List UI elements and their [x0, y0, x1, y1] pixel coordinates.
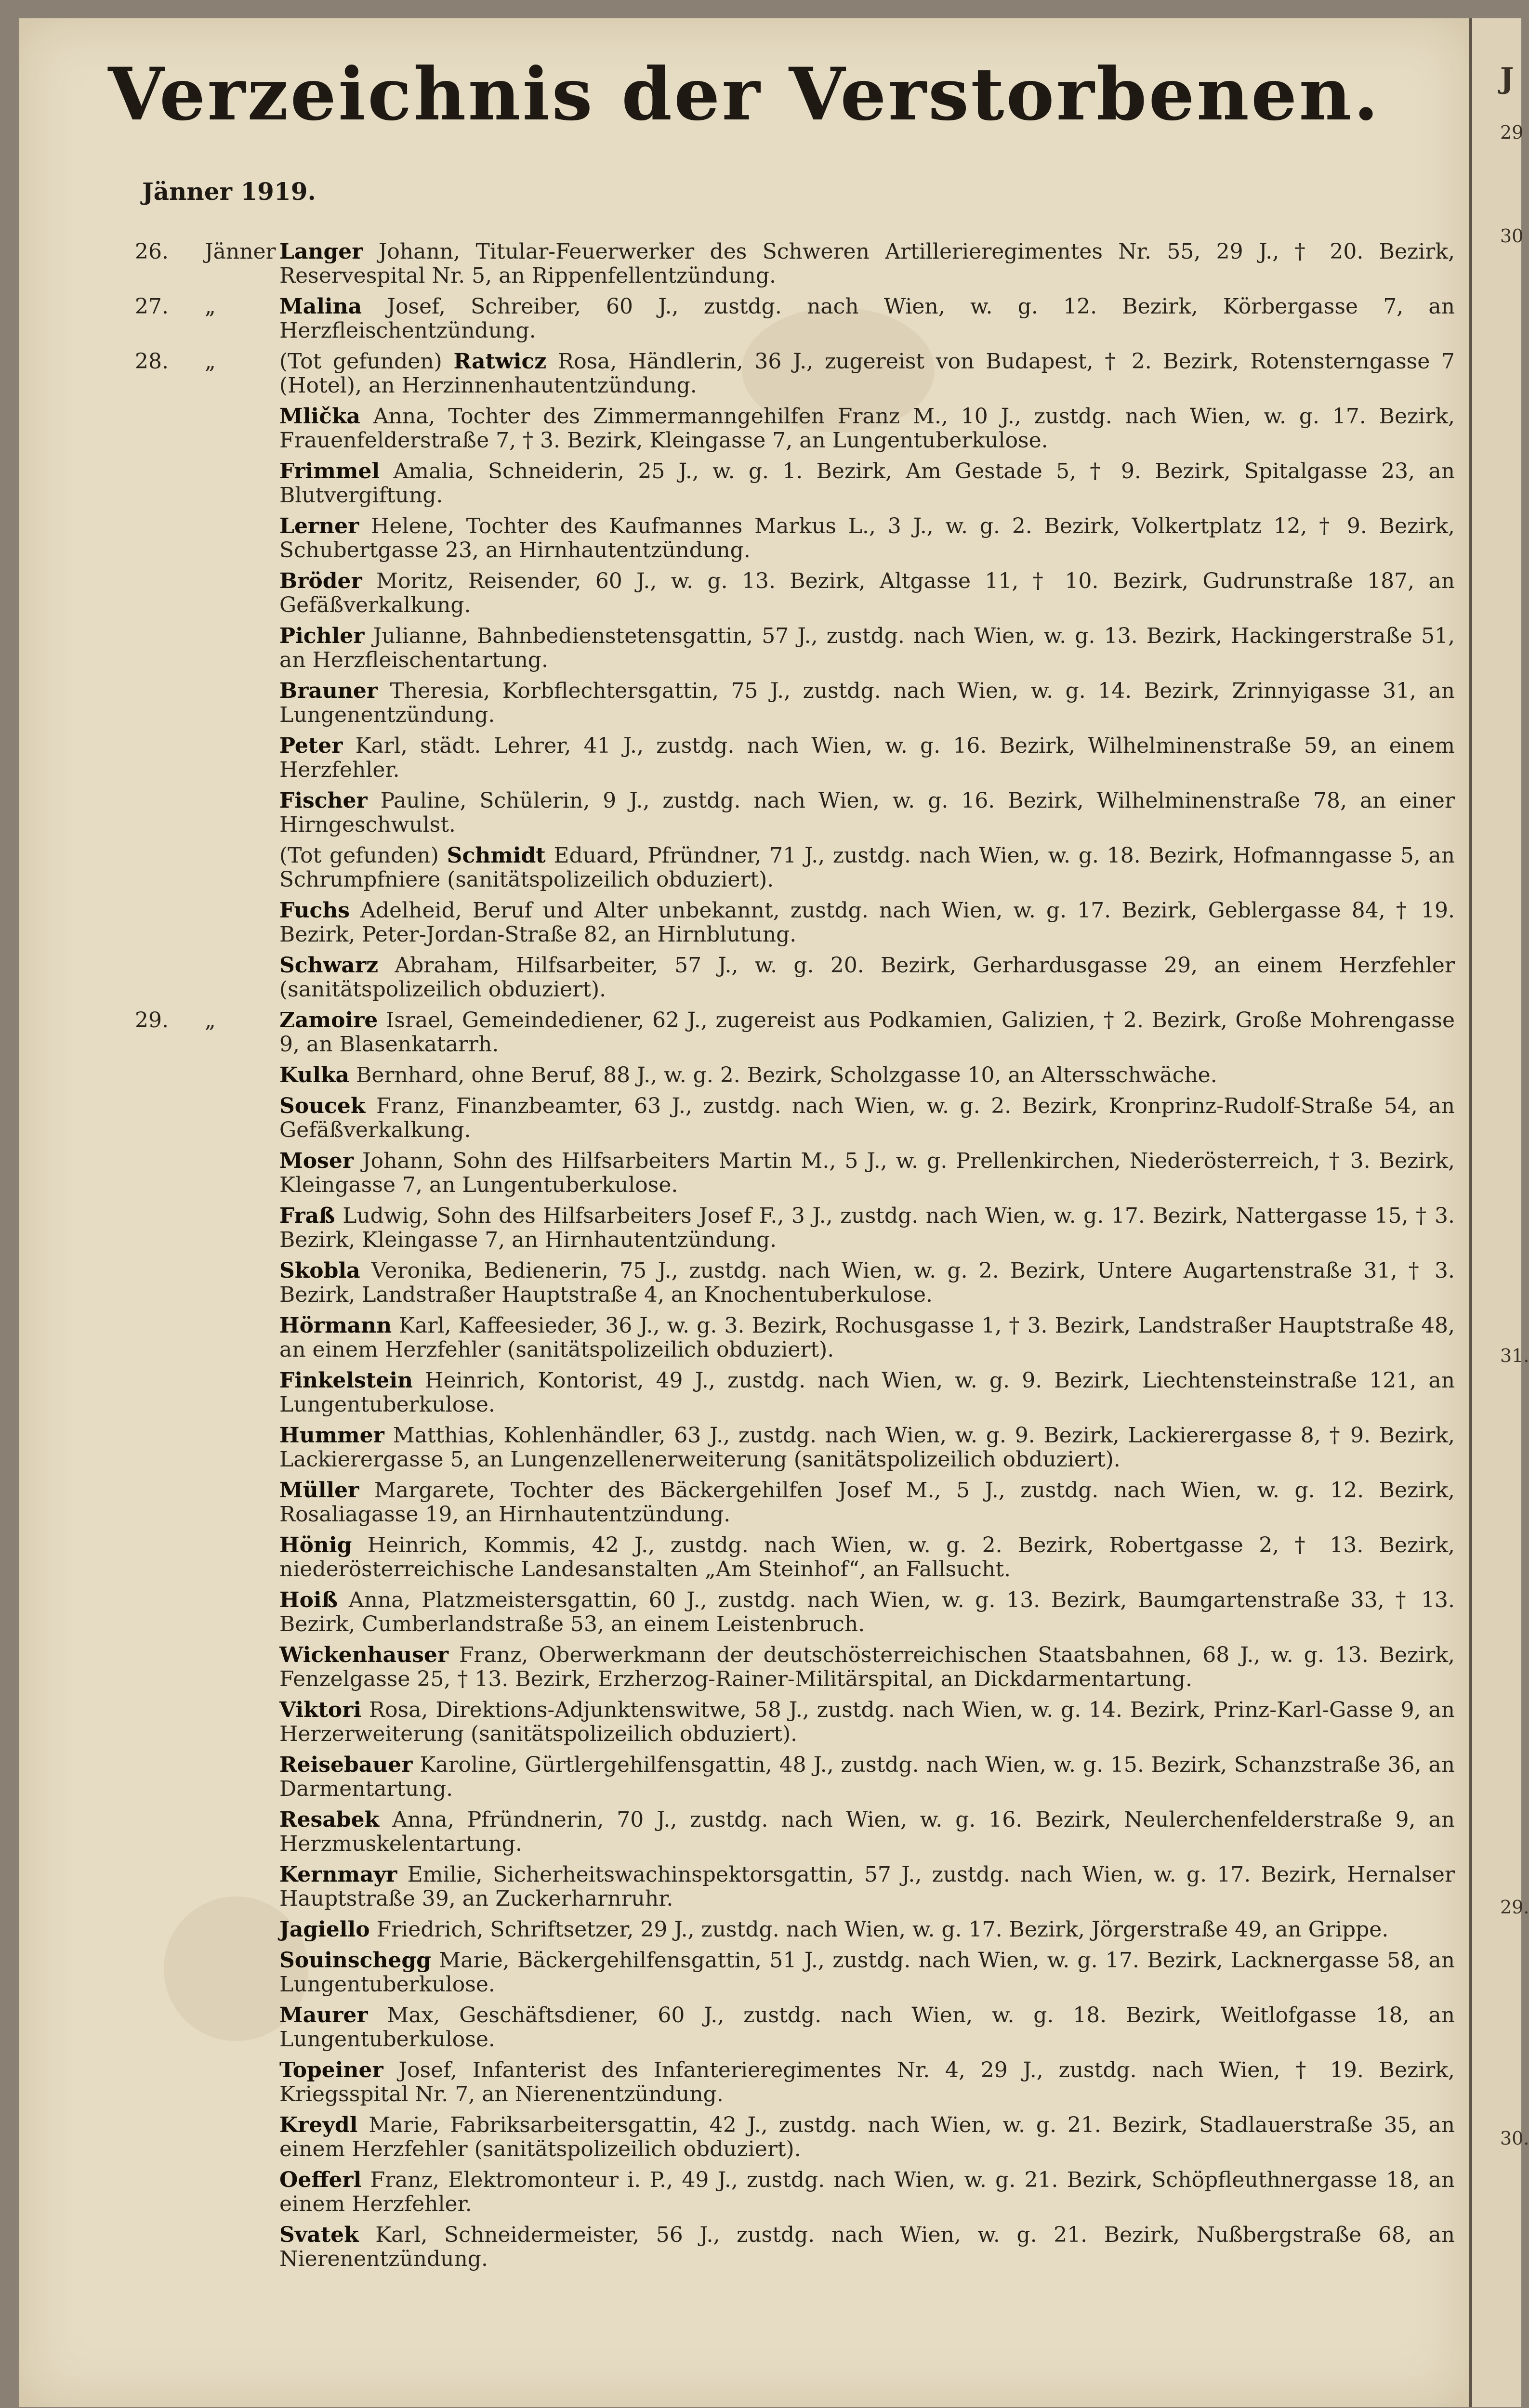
- entry-surname: Ratwicz: [453, 349, 547, 374]
- entry-details: Anna, Pfründnerin, 70 J., zustdg. nach Wien, w. g. 16. Bezirk, Neulerchenfelderstraße 9, an Herzmuskelentartung.: [279, 1807, 1455, 1856]
- entry-details: Rosa, Händlerin, 36 J., zugereist von Budapest, † 2. Bezirk, Rotensterngasse 7 (Hotel), an Herzinnenhautentzündung.: [279, 349, 1455, 398]
- adjacent-page-fragment: 31.: [1500, 1345, 1529, 1366]
- entry-details: Josef, Schreiber, 60 J., zustdg. nach Wien, w. g. 12. Bezirk, Körbergasse 7, an Herzfleischentzündung.: [279, 294, 1455, 343]
- entry-surname: Resabek: [279, 1807, 380, 1832]
- entry-surname: Finkelstein: [279, 1368, 413, 1393]
- entry-surname: Fraß: [279, 1204, 335, 1228]
- entry-text: [279, 844, 1455, 892]
- entry-surname: Maurer: [279, 2003, 368, 2028]
- entry-details: Rosa, Direktions-Adjunktenswitwe, 58 J., zustdg. nach Wien, w. g. 14. Bezirk, Prinz-Karl-Gasse 9, an Herzerweiterung (sanitätspolizeilich obduziert).: [279, 1698, 1455, 1746]
- death-entry: [19, 350, 1469, 398]
- death-entry: [19, 1698, 1469, 1746]
- adjacent-page-fragment: 30: [1500, 225, 1524, 247]
- entry-surname: Viktori: [279, 1698, 362, 1722]
- death-entry: [19, 2113, 1469, 2161]
- death-entry: [19, 2003, 1469, 2052]
- death-entry: [19, 1204, 1469, 1252]
- death-entry: [19, 1094, 1469, 1142]
- death-entry: [19, 295, 1469, 343]
- entry-day: 26.: [135, 239, 169, 264]
- entry-details: Eduard, Pfründner, 71 J., zustdg. nach Wien, w. g. 18. Bezirk, Hofmanngasse 5, an Schrumpfniere (sanitätspolizeilich obduziert).: [279, 843, 1455, 892]
- entry-text: [279, 350, 1455, 398]
- entry-text: [279, 1753, 1455, 1801]
- entry-surname: Lerner: [279, 514, 359, 538]
- entry-surname: Müller: [279, 1478, 359, 1503]
- entry-text: [279, 1063, 1455, 1087]
- entry-surname: Oefferl: [279, 2168, 362, 2192]
- entry-text: [279, 1479, 1455, 1527]
- death-entry: [19, 514, 1469, 563]
- death-entry: [19, 569, 1469, 617]
- death-register-list: [19, 240, 1469, 2278]
- entry-text: [279, 1643, 1455, 1691]
- entry-details: Marie, Fabriksarbeitersgattin, 42 J., zustdg. nach Wien, w. g. 21. Bezirk, Stadlauerstraße 35, an einem Herzfehler (sanitätspolizeilich obduziert).: [279, 2113, 1455, 2161]
- entry-text: [279, 679, 1455, 727]
- entry-details: Bernhard, ohne Beruf, 88 J., w. g. 2. Bezirk, Scholzgasse 10, an Altersschwäche.: [356, 1063, 1217, 1087]
- entry-surname: Brauner: [279, 679, 378, 703]
- entry-details: Karoline, Gürtlergehilfensgattin, 48 J., zustdg. nach Wien, w. g. 15. Bezirk, Schanzstraße 36, an Darmentartung.: [279, 1753, 1455, 1801]
- entry-surname: Fuchs: [279, 898, 350, 923]
- entry-text: [279, 734, 1455, 782]
- entry-details: Josef, Infanterist des Infanterieregimentes Nr. 4, 29 J., zustdg. nach Wien, † 19. Bezirk, Kriegsspital Nr. 7, an Nierenentzündung.: [279, 2058, 1455, 2107]
- entry-text: [279, 459, 1455, 508]
- entry-surname: Topeiner: [279, 2058, 383, 2082]
- entry-details: Theresia, Korbflechtersgattin, 75 J., zustdg. nach Wien, w. g. 14. Bezirk, Zrinnyigasse 31, an Lungenentzündung.: [279, 679, 1455, 727]
- death-entry: [19, 1863, 1469, 1911]
- entry-text: [279, 954, 1455, 1002]
- entry-text: [279, 1424, 1455, 1472]
- entry-details: Pauline, Schülerin, 9 J., zustdg. nach Wien, w. g. 16. Bezirk, Wilhelminenstraße 78, an einer Hirngeschwulst.: [279, 788, 1455, 837]
- entry-surname: Jagiello: [279, 1917, 370, 1942]
- entry-text: [279, 2113, 1455, 2161]
- death-entry: [19, 240, 1469, 288]
- adjacent-page-fragment: 30.: [1500, 2128, 1529, 2149]
- death-entry: [19, 1063, 1469, 1087]
- entry-note: (Tot gefunden): [279, 843, 439, 868]
- entry-details: Heinrich, Kontorist, 49 J., zustdg. nach Wien, w. g. 9. Bezirk, Liechtensteinstraße 121, an Lungentuberkulose.: [279, 1368, 1455, 1417]
- entry-surname: Moser: [279, 1149, 354, 1173]
- entry-details: Johann, Titular-Feuerwerker des Schweren Artillerieregimentes Nr. 55, 29 J., † 20. Bezirk, Reservespital Nr. 5, an Rippenfellentzündung.: [279, 239, 1455, 288]
- death-entry: [19, 1259, 1469, 1307]
- death-entry: [19, 844, 1469, 892]
- entry-month: „: [205, 1008, 216, 1033]
- entry-surname: Mlička: [279, 404, 360, 429]
- death-entry: [19, 899, 1469, 947]
- entry-details: Abraham, Hilfsarbeiter, 57 J., w. g. 20. Bezirk, Gerhardusgasse 29, an einem Herzfehler (sanitätspolizeilich obduziert).: [279, 953, 1455, 1002]
- death-entry: [19, 1424, 1469, 1472]
- entry-surname: Kulka: [279, 1063, 349, 1087]
- entry-surname: Wickenhauser: [279, 1643, 449, 1667]
- entry-details: Margarete, Tochter des Bäckergehilfen Josef M., 5 J., zustdg. nach Wien, w. g. 12. Bezirk, Rosaliagasse 19, an Hirnhautentzündung.: [279, 1478, 1455, 1527]
- death-entry: [19, 1008, 1469, 1057]
- death-entry: [19, 1588, 1469, 1636]
- entry-surname: Peter: [279, 733, 343, 758]
- entry-text: [279, 2223, 1455, 2271]
- entry-text: [279, 1949, 1455, 1997]
- entry-text: [279, 2003, 1455, 2052]
- entry-surname: Kreydl: [279, 2113, 358, 2137]
- death-entry: [19, 1314, 1469, 1362]
- entry-surname: Skobla: [279, 1258, 360, 1283]
- entry-text: [279, 1588, 1455, 1636]
- death-entry: [19, 1369, 1469, 1417]
- entry-text: [279, 2168, 1455, 2216]
- entry-day: 29.: [135, 1008, 169, 1033]
- entry-surname: Hörmann: [279, 1313, 392, 1338]
- entry-text: [279, 1808, 1455, 1856]
- entry-details: Johann, Sohn des Hilfsarbeiters Martin M., 5 J., w. g. Prellenkirchen, Niederösterreich, † 3. Bezirk, Kleingasse 7, an Lungentuberkulose.: [279, 1149, 1455, 1197]
- entry-details: Ludwig, Sohn des Hilfsarbeiters Josef F., 3 J., zustdg. nach Wien, w. g. 17. Bezirk, Nattergasse 15, † 3. Bezirk, Kleingasse 7, an Hirnhautentzündung.: [279, 1204, 1455, 1252]
- entry-details: Heinrich, Kommis, 42 J., zustdg. nach Wien, w. g. 2. Bezirk, Robertgasse 2, † 13. Bezirk, niederösterreichische Landesanstalten „Am Steinhof“, an Fallsucht.: [279, 1533, 1455, 1582]
- entry-surname: Hoiß: [279, 1588, 338, 1612]
- entry-surname: Pichler: [279, 624, 365, 648]
- page-title: Verzeichnis der Verstorbenen.: [108, 52, 1381, 137]
- entry-details: Israel, Gemeindediener, 62 J., zugereist aus Podkamien, Galizien, † 2. Bezirk, Große Mohrengasse 9, an Blasenkatarrh.: [279, 1008, 1455, 1057]
- entry-text: [279, 1918, 1455, 1942]
- entry-surname: Fischer: [279, 788, 368, 813]
- adjacent-page-edge: [1469, 18, 1529, 2407]
- entry-details: Karl, Kaffeesieder, 36 J., w. g. 3. Bezirk, Rochusgasse 1, † 3. Bezirk, Landstraßer Hauptstraße 48, an einem Herzfehler (sanitätspolizeilich obduziert).: [279, 1313, 1455, 1362]
- entry-surname: Langer: [279, 239, 363, 264]
- death-entry: [19, 1949, 1469, 1997]
- entry-text: [279, 295, 1455, 343]
- entry-surname: Hönig: [279, 1533, 352, 1557]
- death-entry: [19, 789, 1469, 837]
- entry-month: „: [205, 294, 216, 319]
- entry-text: [279, 789, 1455, 837]
- entry-surname: Soucek: [279, 1094, 366, 1118]
- entry-details: Moritz, Reisender, 60 J., w. g. 13. Bezirk, Altgasse 11, † 10. Bezirk, Gudrunstraße 187, an Gefäßverkalkung.: [279, 569, 1455, 617]
- entry-details: Franz, Finanzbeamter, 63 J., zustdg. nach Wien, w. g. 2. Bezirk, Kronprinz-Rudolf-Straße 54, an Gefäßverkalkung.: [279, 1094, 1455, 1142]
- entry-details: Helene, Tochter des Kaufmannes Markus L., 3 J., w. g. 2. Bezirk, Volkertplatz 12, † 9. Bezirk, Schubertgasse 23, an Hirnhautentzündung.: [279, 514, 1455, 563]
- entry-details: Matthias, Kohlenhändler, 63 J., zustdg. nach Wien, w. g. 9. Bezirk, Lackierergasse 8, † 9. Bezirk, Lackierergasse 5, an Lungenzellenerweiterung (sanitätspolizeilich obduziert).: [279, 1423, 1455, 1472]
- entry-surname: Schmidt: [447, 843, 546, 868]
- entry-surname: Souinschegg: [279, 1948, 431, 1973]
- death-entry: [19, 1808, 1469, 1856]
- death-entry: [19, 1479, 1469, 1527]
- entry-details: Emilie, Sicherheitswachinspektorsgattin, 57 J., zustdg. nach Wien, w. g. 17. Bezirk, Hernalser Hauptstraße 39, an Zuckerharnruhr.: [279, 1862, 1455, 1911]
- entry-surname: Zamoire: [279, 1008, 378, 1033]
- document-page: [19, 18, 1469, 2407]
- entry-surname: Reisebauer: [279, 1753, 413, 1777]
- entry-text: [279, 1369, 1455, 1417]
- entry-details: Max, Geschäftsdiener, 60 J., zustdg. nach Wien, w. g. 18. Bezirk, Weitlofgasse 18, an Lungentuberkulose.: [279, 2003, 1455, 2052]
- entry-text: [279, 1149, 1455, 1197]
- entry-details: Franz, Oberwerkmann der deutschösterreichischen Staatsbahnen, 68 J., w. g. 13. Bezirk, Fenzelgasse 25, † 13. Bezirk, Erzherzog-Rainer-Militärspital, an Dickdarmentartung.: [279, 1643, 1455, 1691]
- entry-surname: Malina: [279, 294, 362, 319]
- entry-details: Marie, Bäckergehilfensgattin, 51 J., zustdg. nach Wien, w. g. 17. Bezirk, Lacknergasse 58, an Lungentuberkulose.: [279, 1948, 1455, 1997]
- entry-text: [279, 1863, 1455, 1911]
- entry-text: [279, 2058, 1455, 2107]
- entry-details: Anna, Tochter des Zimmermanngehilfen Franz M., 10 J., zustdg. nach Wien, w. g. 17. Bezirk, Frauenfelderstraße 7, † 3. Bezirk, Kleingasse 7, an Lungentuberkulose.: [279, 404, 1455, 453]
- death-entry: [19, 1149, 1469, 1197]
- death-entry: [19, 954, 1469, 1002]
- entry-note: (Tot gefunden): [279, 349, 442, 374]
- entry-month: Jänner: [205, 239, 276, 264]
- death-entry: [19, 2058, 1469, 2107]
- death-entry: [19, 405, 1469, 453]
- death-entry: [19, 624, 1469, 672]
- adjacent-page-fragment: J: [1500, 62, 1514, 95]
- death-entry: [19, 1643, 1469, 1691]
- entry-text: [279, 1008, 1455, 1057]
- entry-surname: Svatek: [279, 2223, 359, 2247]
- death-entry: [19, 1918, 1469, 1942]
- entry-surname: Frimmel: [279, 459, 380, 484]
- adjacent-page-fragment: 29.: [1500, 1897, 1529, 1918]
- entry-day: 28.: [135, 349, 169, 374]
- entry-details: Amalia, Schneiderin, 25 J., w. g. 1. Bezirk, Am Gestade 5, † 9. Bezirk, Spitalgasse 23, an Blutvergiftung.: [279, 459, 1455, 508]
- entry-text: [279, 899, 1455, 947]
- entry-details: Veronika, Bedienerin, 75 J., zustdg. nach Wien, w. g. 2. Bezirk, Untere Augartenstraße 31, † 3. Bezirk, Landstraßer Hauptstraße 4, an Knochentuberkulose.: [279, 1258, 1455, 1307]
- entry-text: [279, 1533, 1455, 1582]
- entry-details: Franz, Elektromonteur i. P., 49 J., zustdg. nach Wien, w. g. 21. Bezirk, Schöpfleuthnergasse 18, an einem Herzfehler.: [279, 2168, 1455, 2216]
- entry-details: Julianne, Bahnbedienstetensgattin, 57 J., zustdg. nach Wien, w. g. 13. Bezirk, Hackingerstraße 51, an Herzfleischentartung.: [279, 624, 1455, 672]
- death-entry: [19, 1533, 1469, 1582]
- entry-surname: Schwarz: [279, 953, 379, 978]
- entry-text: [279, 1094, 1455, 1142]
- entry-details: Karl, Schneidermeister, 56 J., zustdg. nach Wien, w. g. 21. Bezirk, Nußbergstraße 68, an Nierenentzündung.: [279, 2223, 1455, 2271]
- death-entry: [19, 2223, 1469, 2271]
- entry-text: [279, 1698, 1455, 1746]
- entry-text: [279, 1259, 1455, 1307]
- adjacent-page-fragment: 29: [1500, 122, 1524, 143]
- entry-text: [279, 1204, 1455, 1252]
- entry-text: [279, 405, 1455, 453]
- death-entry: [19, 2168, 1469, 2216]
- entry-text: [279, 240, 1455, 288]
- death-entry: [19, 679, 1469, 727]
- entry-surname: Bröder: [279, 569, 362, 593]
- entry-month: „: [205, 349, 216, 374]
- death-entry: [19, 734, 1469, 782]
- entry-text: [279, 514, 1455, 563]
- entry-details: Anna, Platzmeistersgattin, 60 J., zustdg. nach Wien, w. g. 13. Bezirk, Baumgartenstraße 33, † 13. Bezirk, Cumberlandstraße 53, an einem Leistenbruch.: [279, 1588, 1455, 1636]
- entry-details: Friedrich, Schriftsetzer, 29 J., zustdg. nach Wien, w. g. 17. Bezirk, Jörgerstraße 49, an Grippe.: [376, 1917, 1389, 1942]
- entry-surname: Kernmayr: [279, 1862, 397, 1887]
- entry-details: Karl, städt. Lehrer, 41 J., zustdg. nach Wien, w. g. 16. Bezirk, Wilhelminenstraße 59, an einem Herzfehler.: [279, 733, 1455, 782]
- month-heading: Jänner 1919.: [142, 177, 316, 206]
- death-entry: [19, 459, 1469, 508]
- death-entry: [19, 1753, 1469, 1801]
- entry-day: 27.: [135, 294, 169, 319]
- entry-text: [279, 1314, 1455, 1362]
- entry-text: [279, 569, 1455, 617]
- entry-text: [279, 624, 1455, 672]
- entry-surname: Hummer: [279, 1423, 384, 1448]
- entry-details: Adelheid, Beruf und Alter unbekannt, zustdg. nach Wien, w. g. 17. Bezirk, Geblergasse 84, † 19. Bezirk, Peter-Jordan-Straße 82, an Hirnblutung.: [279, 898, 1455, 947]
